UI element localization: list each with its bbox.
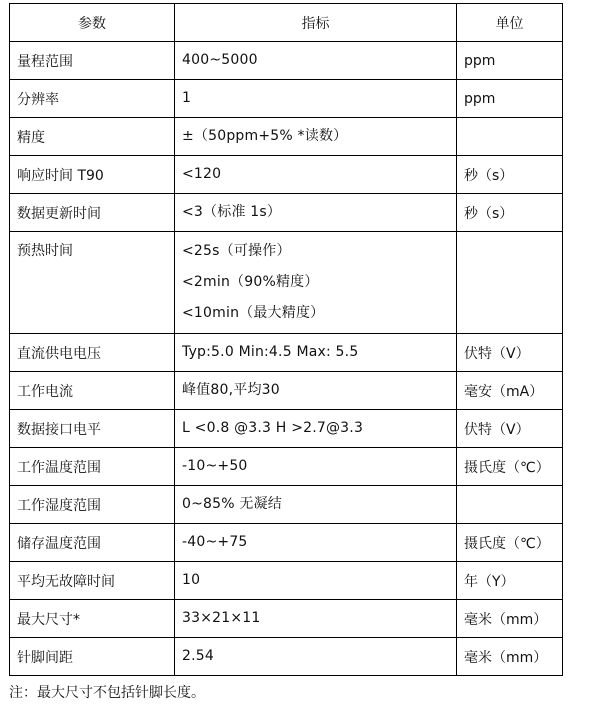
value-line: <25s（可操作） — [182, 243, 291, 259]
value-cell — [175, 80, 457, 118]
table-row — [10, 232, 563, 334]
value-cell — [175, 156, 457, 194]
table-row — [10, 334, 563, 372]
value-line: L <0.8 @3.3 H >2.7@3.3 — [182, 420, 364, 436]
unit-cell: 摄氏度（℃） — [457, 448, 563, 486]
unit-cell: 秒（s） — [457, 194, 563, 232]
value-cell — [175, 562, 457, 600]
table-row — [10, 42, 563, 80]
table-row — [10, 486, 563, 524]
value-cell — [175, 600, 457, 638]
param-cell: 预热时间 — [10, 232, 175, 334]
value-line: ±（50ppm+5% *读数） — [182, 128, 348, 144]
value-line: 400~5000 — [182, 52, 258, 68]
table-row — [10, 562, 563, 600]
value-line: 0~85% 无凝结 — [182, 496, 283, 512]
table-row — [10, 372, 563, 410]
table-header-row — [10, 4, 563, 42]
unit-cell: 年（Y） — [457, 562, 563, 600]
table-row — [10, 410, 563, 448]
param-cell: 最大尺寸* — [10, 600, 175, 638]
value-line: 2.54 — [182, 648, 214, 664]
value-cell — [175, 334, 457, 372]
value-line: 10 — [182, 572, 201, 588]
value-cell — [175, 194, 457, 232]
unit-cell: ppm — [457, 42, 563, 80]
param-cell: 针脚间距 — [10, 638, 175, 676]
value-cell — [175, 118, 457, 156]
param-cell: 数据接口电平 — [10, 410, 175, 448]
table-row — [10, 638, 563, 676]
unit-cell: 摄氏度（℃） — [457, 524, 563, 562]
table-row — [10, 600, 563, 638]
unit-cell: 毫米（mm） — [457, 638, 563, 676]
unit-cell — [457, 232, 563, 334]
unit-cell: 毫安（mA） — [457, 372, 563, 410]
value-line: Typ:5.0 Min:4.5 Max: 5.5 — [182, 344, 359, 360]
value-line: <10min（最大精度） — [182, 305, 325, 321]
value-cell — [175, 486, 457, 524]
unit-cell — [457, 486, 563, 524]
value-cell — [175, 524, 457, 562]
param-cell: 储存温度范围 — [10, 524, 175, 562]
param-cell: 直流供电电压 — [10, 334, 175, 372]
value-line: -40~+75 — [182, 534, 248, 550]
param-cell: 精度 — [10, 118, 175, 156]
table-row — [10, 156, 563, 194]
param-cell: 数据更新时间 — [10, 194, 175, 232]
table-row — [10, 118, 563, 156]
value-line: 33×21×11 — [182, 610, 261, 626]
param-cell: 分辨率 — [10, 80, 175, 118]
unit-cell: 伏特（V） — [457, 410, 563, 448]
param-cell: 工作电流 — [10, 372, 175, 410]
value-line: 峰值80,平均30 — [182, 382, 280, 398]
value-line: 1 — [182, 90, 192, 106]
spec-table — [9, 3, 563, 676]
column-header-value: 指标 — [175, 4, 457, 42]
table-row — [10, 448, 563, 486]
value-cell — [175, 410, 457, 448]
param-cell: 工作湿度范围 — [10, 486, 175, 524]
unit-cell: ppm — [457, 80, 563, 118]
column-header-param: 参数 — [10, 4, 175, 42]
table-row — [10, 194, 563, 232]
value-line: <120 — [182, 166, 222, 182]
unit-cell: 毫米（mm） — [457, 600, 563, 638]
param-cell: 响应时间 T90 — [10, 156, 175, 194]
value-line: -10~+50 — [182, 458, 248, 474]
param-cell: 量程范围 — [10, 42, 175, 80]
value-line: <2min（90%精度） — [182, 274, 319, 290]
value-cell — [175, 638, 457, 676]
unit-cell: 伏特（V） — [457, 334, 563, 372]
value-cell — [175, 232, 457, 334]
value-cell — [175, 42, 457, 80]
table-body — [10, 42, 563, 676]
footnote: 注：最大尺寸不包括针脚长度。 — [9, 685, 205, 701]
param-cell: 平均无故障时间 — [10, 562, 175, 600]
unit-cell — [457, 118, 563, 156]
value-cell — [175, 448, 457, 486]
table-row — [10, 524, 563, 562]
value-line: <3（标准 1s） — [182, 204, 282, 220]
value-cell — [175, 372, 457, 410]
column-header-unit: 单位 — [457, 4, 563, 42]
param-cell: 工作温度范围 — [10, 448, 175, 486]
table-row — [10, 80, 563, 118]
unit-cell: 秒（s） — [457, 156, 563, 194]
